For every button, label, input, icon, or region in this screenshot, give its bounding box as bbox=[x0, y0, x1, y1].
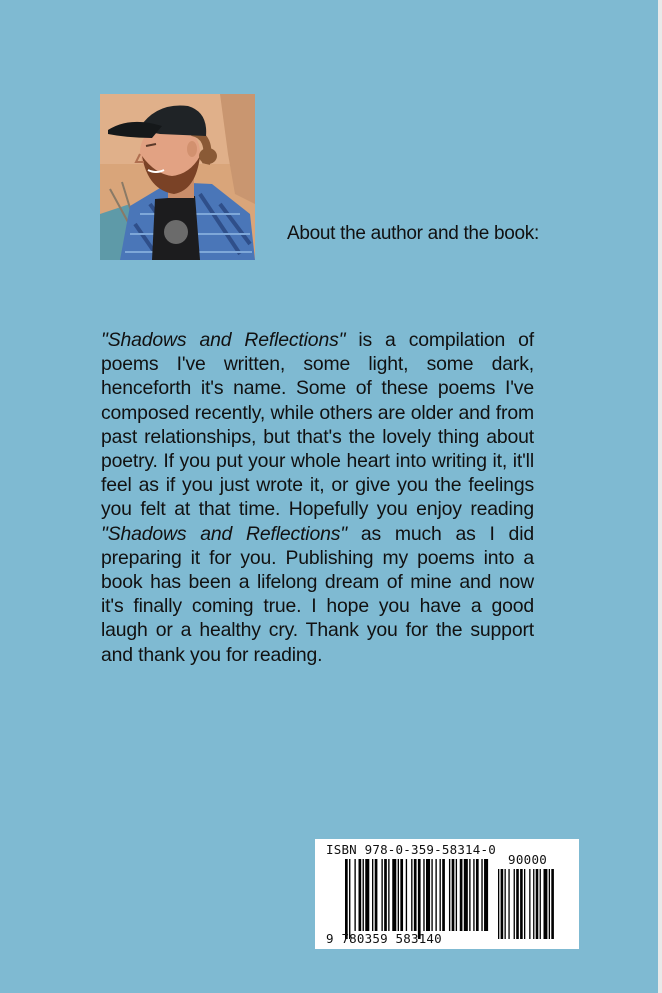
barcode-bar bbox=[400, 859, 403, 931]
barcode-bar bbox=[372, 859, 373, 931]
barcode-bar bbox=[456, 859, 457, 931]
barcode-bar bbox=[365, 859, 369, 931]
barcode-addon-bar bbox=[516, 869, 519, 939]
barcode-addon-bar bbox=[514, 869, 515, 939]
book-title-italic: "Shadows and Reflections" bbox=[101, 329, 346, 351]
barcode-addon-bar bbox=[533, 869, 534, 939]
barcode-bar bbox=[460, 859, 463, 931]
barcode-bar bbox=[381, 859, 382, 931]
description-text: is a compilation of poems I've written, some light, some dark, henceforth it's name. Some of these poems I've composed recently, while others are older and from past relationships, but that's the lovely thing about poetry. If you put your whole heart into writing it, it'll feel as if you just wrote it, or give you the feelings you felt at that time. Hopefully you enjoy reading bbox=[101, 329, 534, 521]
barcode-bar bbox=[452, 859, 455, 931]
ean-digits: 9 780359 583140 bbox=[326, 931, 442, 946]
barcode-addon-bar bbox=[544, 869, 548, 939]
barcode-bar bbox=[426, 859, 430, 931]
barcode-addon-bar bbox=[529, 869, 530, 939]
barcode-addon-bar bbox=[551, 869, 554, 939]
barcode-bar bbox=[473, 859, 474, 931]
barcode-bar bbox=[464, 859, 468, 931]
barcode-bar bbox=[469, 859, 470, 931]
barcode-bar bbox=[423, 859, 424, 931]
barcode-addon-bar bbox=[540, 869, 541, 939]
barcode-addon-bar bbox=[508, 869, 509, 939]
barcode-addon-bar bbox=[549, 869, 550, 939]
barcode-bar bbox=[414, 859, 417, 931]
barcode-bar bbox=[406, 859, 407, 931]
barcode-addon-bar bbox=[524, 869, 525, 939]
barcode-bar bbox=[375, 859, 378, 931]
about-heading: About the author and the book: bbox=[287, 223, 539, 244]
barcode-bar bbox=[440, 859, 441, 931]
barcode-bar bbox=[345, 859, 348, 939]
barcode-bar bbox=[476, 859, 479, 931]
barcode-bar bbox=[392, 859, 396, 931]
author-portrait-image bbox=[100, 94, 255, 260]
barcode-addon-bar bbox=[505, 869, 506, 939]
book-description bbox=[101, 328, 534, 667]
barcode-bar bbox=[411, 859, 412, 931]
isbn-label: ISBN 978-0-359-58314-0 bbox=[326, 842, 496, 857]
barcode-bar bbox=[398, 859, 399, 931]
book-title-italic: "Shadows and Reflections" bbox=[101, 522, 348, 545]
barcode-addon-bar bbox=[520, 869, 523, 939]
barcode-addon-bar bbox=[501, 869, 504, 939]
isbn-barcode bbox=[315, 839, 579, 949]
barcode-bar bbox=[481, 859, 482, 931]
barcode-bar bbox=[349, 859, 350, 939]
barcode-bar bbox=[418, 859, 421, 939]
barcode-bar bbox=[363, 859, 364, 931]
description-text: as much as I did preparing it for you. Publishing my poems into a book has been a lifelong dream of mine and now it's finally coming true. I hope you have a good laugh or a healthy cry. Thank you for the support and thank you for reading. bbox=[101, 522, 534, 666]
page-edge bbox=[658, 0, 662, 993]
barcode-bar bbox=[435, 859, 436, 931]
barcode-bar bbox=[442, 859, 445, 931]
barcode-bar bbox=[384, 859, 387, 931]
barcode-bar bbox=[431, 859, 432, 931]
barcode-addon-bar bbox=[498, 869, 499, 939]
barcode-addon-bar bbox=[536, 869, 539, 939]
barcode-bar bbox=[449, 859, 450, 931]
author-photo bbox=[100, 94, 255, 260]
barcode-bar bbox=[484, 859, 488, 931]
price-code: 90000 bbox=[508, 852, 548, 867]
barcode-bar bbox=[388, 859, 389, 931]
barcode-bar bbox=[359, 859, 362, 931]
barcode-bar bbox=[354, 859, 355, 931]
